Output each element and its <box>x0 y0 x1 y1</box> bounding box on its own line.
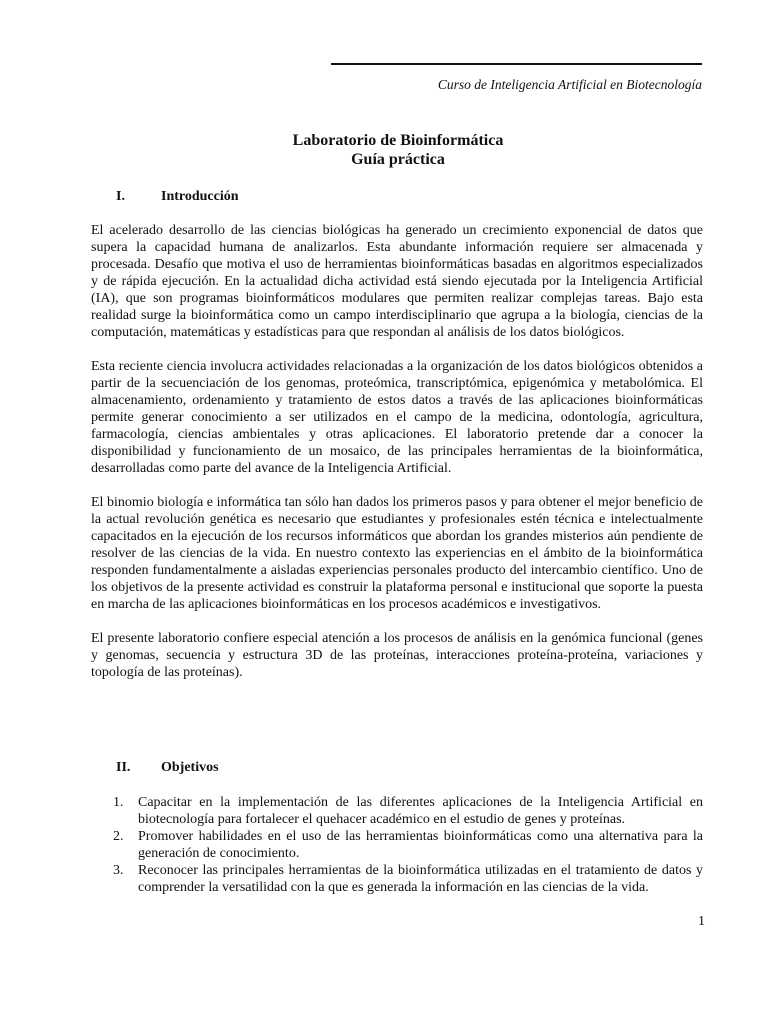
title-line-2: Guía práctica <box>351 151 445 168</box>
list-item-text: Reconocer las principales herramientas de la bioinformática utilizadas en el tratamiento de datos y comprender la versatilidad con la que es generada la información en las ciencias de la vida. <box>138 863 703 895</box>
page-number: 1 <box>698 914 705 929</box>
section-title: Introducción <box>161 189 239 204</box>
section-heading-objetivos <box>116 760 219 776</box>
list-item <box>113 794 703 828</box>
title-line-1: Laboratorio de Bioinformática <box>292 132 504 149</box>
paragraph: Esta reciente ciencia involucra actividades relacionadas a la organización de los datos biológicos obtenidos a partir de la secuenciación de los genomas, proteómica, transcriptómica, epigenómica y metabolómica. El almacenamiento, ordenamiento y tratamiento de estos datos a través de las aplicaciones bioinformáticas permite generar conocimiento a ser utilizados en el campo de la medicina, odontología, agricultura, farmacología, ciencias ambientales y otras aplicaciones. El laboratorio pretende dar a conocer la disponibilidad y funcionamiento de un mosaico, de las principales herramientas de la bioinformática, desarrolladas como parte del avance de la Inteligencia Artificial. <box>91 359 703 476</box>
section-number: II. <box>116 760 131 775</box>
section-heading-introduccion <box>116 189 239 205</box>
document-title <box>0 131 768 169</box>
objectives-list <box>113 794 703 896</box>
list-item <box>113 862 703 896</box>
section-title: Objetivos <box>161 760 219 775</box>
list-item <box>113 828 703 862</box>
paragraph: El acelerado desarrollo de las ciencias biológicas ha generado un crecimiento exponencial de datos que supera la capacidad humana de analizarlos. Esta abundante información requiere ser almacenada y procesada. Desafío que motiva el uso de herramientas bioinformáticas basadas en algoritmos especializados y de rápida ejecución. En la actualidad dicha actividad está siendo ejecutada por la Inteligencia Artificial (IA), que son programas bioinformáticos modulares que permiten realizar complejas tareas. Bajo esta realidad surge la bioinformática como un campo interdisciplinario que agrupa a la biología, ciencias de la computación, matemáticas y estadísticas para que respondan al análisis de los datos biológicos. <box>91 223 703 340</box>
list-item-text: Promover habilidades en el uso de las herramientas bioinformáticas como una alternativa para la generación de conocimiento. <box>138 829 703 861</box>
list-marker: 3. <box>113 863 124 878</box>
list-marker: 2. <box>113 829 124 844</box>
section-number: I. <box>116 189 125 204</box>
paragraph: El binomio biología e informática tan sólo han dados los primeros pasos y para obtener el mejor beneficio de la actual revolución genética es necesario que estudiantes y profesionales estén técnica e intelectualmente capacitados en la ejecución de los recursos informáticos que abordan los grandes misterios aún pendiente de resolver de las ciencias de la vida. En nuestro contexto las experiencias en el ámbito de la bioinformática responden fundamentalmente a aisladas experiencias personales producto del intercambio científico. Uno de los objetivos de la presente actividad es construir la plataforma personal e institucional que soporte la puesta en marcha de las aplicaciones bioinformáticas en los procesos académicos e investigativos. <box>91 495 703 612</box>
list-item-text: Capacitar en la implementación de las diferentes aplicaciones de la Inteligencia Artificial en biotecnología para fortalecer el quehacer académico en el estudio de genes y proteínas. <box>138 795 703 827</box>
introduccion-body <box>91 222 703 698</box>
paragraph: El presente laboratorio confiere especial atención a los procesos de análisis en la genómica funcional (genes y genomas, secuencia y estructura 3D de las proteínas, interacciones proteína-proteína, variaciones y topología de las proteínas). <box>91 631 703 680</box>
running-header: Curso de Inteligencia Artificial en Biotecnología <box>437 77 702 92</box>
header-rule <box>331 63 702 65</box>
list-marker: 1. <box>113 795 124 810</box>
